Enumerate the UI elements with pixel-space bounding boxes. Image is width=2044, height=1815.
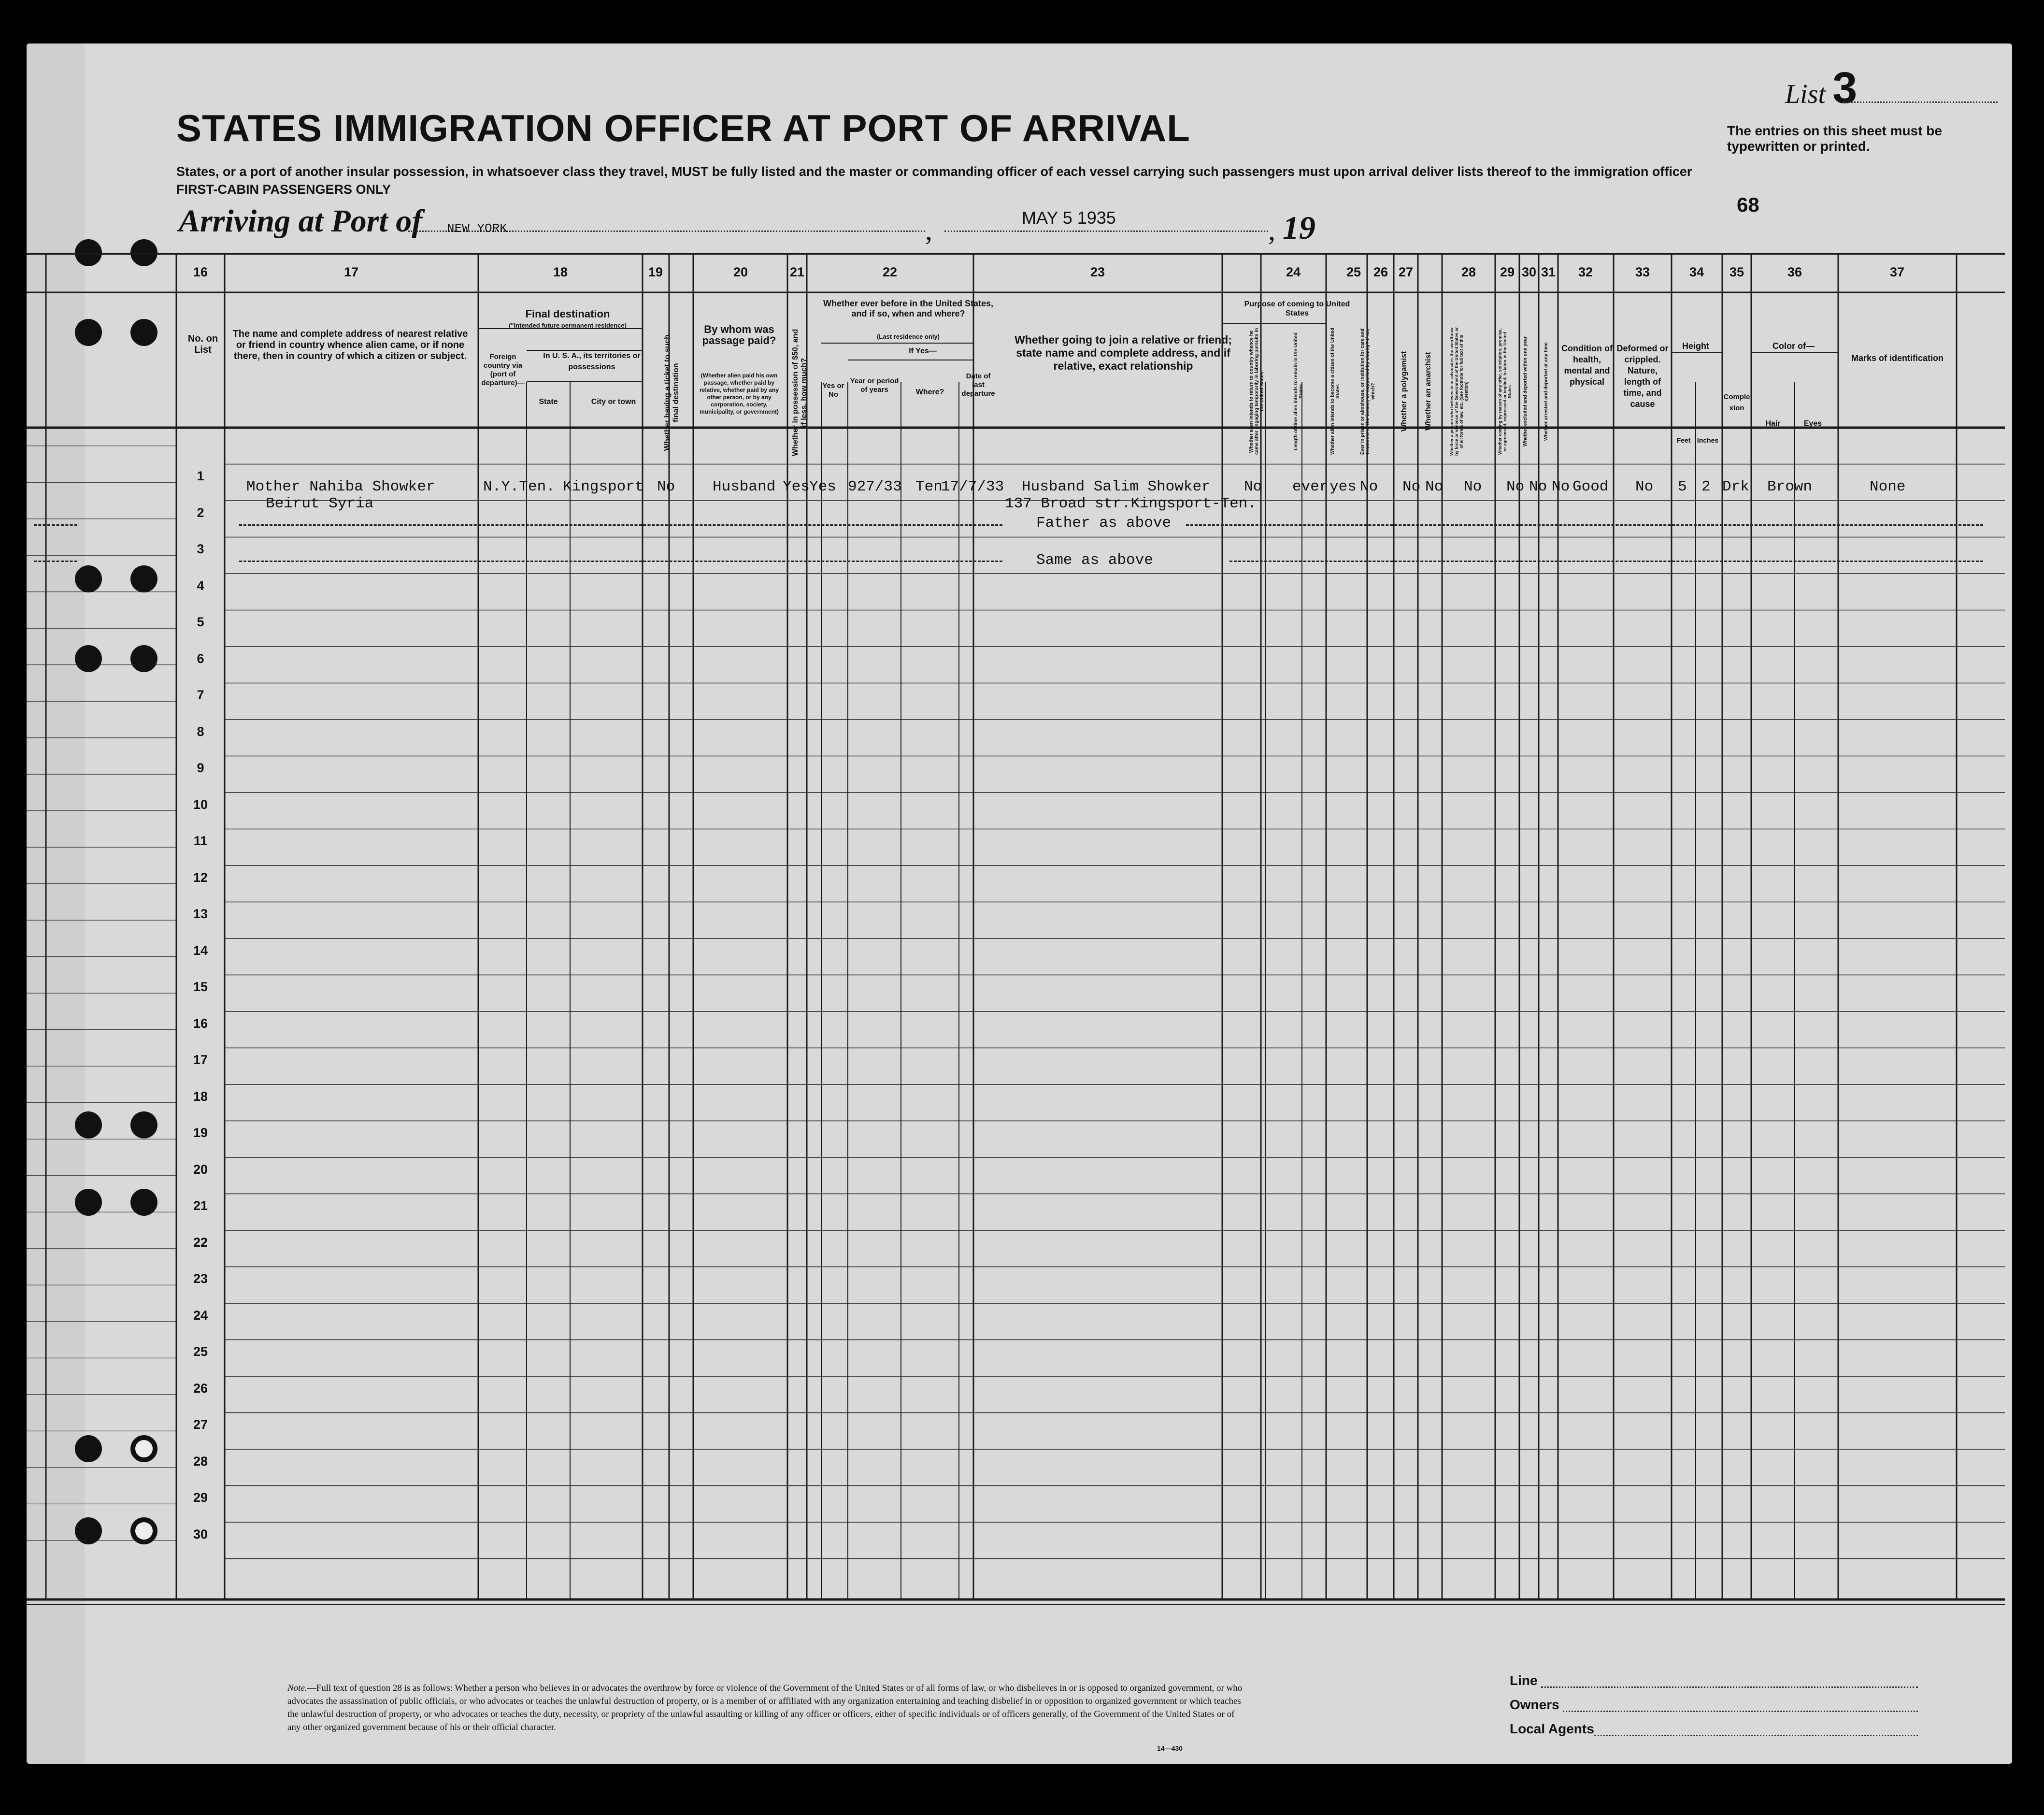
row-number: 24 <box>193 1308 208 1323</box>
reference-number: 68 <box>1737 193 1759 216</box>
ditto-line <box>239 561 1002 562</box>
year-period-value: 927/33 <box>848 478 902 495</box>
row-number: 17 <box>193 1052 208 1067</box>
column-number: 34 <box>1689 265 1704 279</box>
line-field <box>1541 1686 1918 1688</box>
row-number: 29 <box>193 1490 208 1505</box>
header-where: Where? <box>915 388 944 396</box>
row-number: 26 <box>193 1381 208 1396</box>
row-number: 23 <box>193 1271 208 1286</box>
footnote-text: —Full text of question 28 is as follows: Whether a person who believes in or advocates the overthrow by force or violence of the Government of the United States or of all forms of law, or who disbelieves in or is opposed to organized government, or who advocates the assassination of public officials, or who advocates or teaches the unlawful destruction of property, or is a member of or affiliated with any organization entertaining and teaching disbelief in or opposition to organized government or which teaches the unlawful destruction of property, or who advocates or teaches the duty, necessity, or propriety of the unlawful assaulting or killing of any officer or officers, either of specific individuals or of officers generally, of the Government of the United States or of any other organized government because of his or their official character. <box>287 1683 1243 1732</box>
page-title: STATES IMMIGRATION OFFICER AT PORT OF ARRIVAL <box>176 107 1190 149</box>
return-value: No <box>1244 478 1262 495</box>
column-number: 31 <box>1541 265 1556 279</box>
column-number: 30 <box>1521 265 1537 279</box>
row-number: 11 <box>193 834 208 848</box>
header-become-citizen: Whether alien intends to become a citizen of the United States <box>1330 328 1341 455</box>
header-deformed: Deformed or crippled. Nature, length of time, and cause <box>1616 344 1669 409</box>
column-number: 26 <box>1373 265 1388 279</box>
header-join-relative: Whether going to join a relative or friend; state name and complete address, and if relative, exact relationship <box>1015 333 1232 372</box>
header-height: Height <box>1682 341 1709 351</box>
header-hair: Hair <box>1765 419 1781 428</box>
column-number: 28 <box>1461 265 1476 279</box>
header-ever-before: Whether ever before in the United States, and if so, when and where? <box>823 299 994 318</box>
polygamist-value: No <box>1402 478 1421 495</box>
deformed-value: No <box>1635 478 1654 495</box>
arrested-value: No <box>1552 478 1570 495</box>
row-number: 9 <box>197 761 204 775</box>
header-polygamist: Whether a polygamist <box>1400 351 1408 432</box>
header-passage-paid-sub: (Whether alien paid his own passage, whether paid by relative, whether paid by any other person, or by any corporation, society, municipality, or government) <box>699 372 779 415</box>
relative-address: Beirut Syria <box>266 495 374 512</box>
arrival-date: MAY 5 1935 <box>1022 208 1116 228</box>
header-arrested: Whether arrested and deported at any time <box>1544 342 1549 441</box>
prison-value: No <box>1360 478 1378 495</box>
join-address-value: 137 Broad str.Kingsport-Ten. <box>1005 495 1257 512</box>
column-number: 32 <box>1578 265 1593 279</box>
row-number: 8 <box>197 724 204 739</box>
comma-separator: , <box>925 214 932 246</box>
port-value: NEW YORK <box>447 221 507 236</box>
list-label: List <box>1785 79 1826 109</box>
header-anarchist: Whether an anarchist <box>1424 352 1432 431</box>
row-number: 14 <box>193 943 208 958</box>
ditto-line <box>34 524 77 526</box>
instruction-text: States, or a port of another insular possession, in whatsoever class they travel, MUST be fully listed and the master or commanding officer of each vessel carrying such passengers must upon arrival deliver lists thereof to the immigration officer <box>176 164 1692 179</box>
row-number: 27 <box>193 1417 208 1432</box>
local-agents-label: Local Agents <box>1510 1721 1594 1736</box>
header-nearest-relative: The name and complete address of nearest relative or friend in country whence alien came, or if none there, then in country of which a citizen or subject. <box>232 329 468 361</box>
row-number: 12 <box>193 870 208 885</box>
local-agents-field <box>1594 1735 1918 1736</box>
typewritten-note: The entries on this sheet must be typewritten or printed. <box>1727 123 1942 154</box>
anarchist-value: No <box>1425 478 1444 495</box>
row-number: 13 <box>193 907 208 921</box>
fifty-dollars-value: Yes <box>783 478 810 495</box>
header-fifty-dollars: Whether in possession of $50, and if less, how much? <box>791 329 808 457</box>
first-cabin-label: FIRST-CABIN PASSENGERS ONLY <box>176 182 391 197</box>
row-number: 28 <box>193 1454 208 1469</box>
ditto-line <box>34 561 77 562</box>
header-if-yes: If Yes— <box>909 347 937 355</box>
column-number: 24 <box>1286 265 1301 279</box>
row-number: 16 <box>193 1016 208 1031</box>
column-number: 25 <box>1346 265 1361 279</box>
header-city: City or town <box>591 398 636 406</box>
where-value: Ten <box>915 478 943 495</box>
header-prison: Ever in prison or almshouse, or institution for care and treatment of the insane, or supported by charity? If so, which? <box>1360 328 1376 455</box>
join-row3-value: Same as above <box>1036 552 1153 569</box>
header-marks: Marks of identification <box>1851 353 1944 363</box>
row-number: 1 <box>197 469 204 483</box>
ditto-line <box>239 524 1002 526</box>
arriving-label: Arriving at Port of <box>179 203 423 239</box>
comma-separator: , <box>1268 214 1275 246</box>
header-year-period: Year or period of years <box>850 377 899 394</box>
overthrow-value: No <box>1464 478 1482 495</box>
column-number: 35 <box>1729 265 1744 279</box>
column-number: 23 <box>1090 265 1105 279</box>
column-number: 37 <box>1889 265 1905 279</box>
row-number: 20 <box>193 1162 208 1177</box>
row-number: 19 <box>193 1125 208 1140</box>
row-number: 2 <box>197 505 204 520</box>
row-number: 10 <box>193 797 208 812</box>
header-excluded: Whether excluded and deported within one year <box>1523 336 1528 447</box>
header-health: Condition of health, mental and physical <box>1561 344 1613 387</box>
column-number: 29 <box>1500 265 1515 279</box>
header-last-departure: Date of last departure <box>961 372 995 398</box>
header-eyes: Eyes <box>1803 419 1822 428</box>
row-number: 30 <box>193 1527 208 1541</box>
header-purpose: Purpose of coming to United States <box>1244 300 1350 317</box>
column-number: 36 <box>1787 265 1802 279</box>
form-number: 14—430 <box>1157 1744 1183 1752</box>
row-number: 21 <box>193 1198 208 1213</box>
destination-state: N.Y.Ten. <box>483 478 555 495</box>
column-number: 18 <box>553 265 568 279</box>
column-number: 19 <box>648 265 663 279</box>
ever-before-value: Yes <box>809 478 836 495</box>
row-number: 3 <box>197 542 204 556</box>
relative-name: Mother Nahiba Showker <box>246 478 435 495</box>
row-number: 4 <box>197 578 204 593</box>
footnote <box>287 1682 1244 1734</box>
header-color: Color of— <box>1772 341 1815 351</box>
header-yes-or-no: Yes or No <box>822 382 844 399</box>
header-foreign-country: Foreign country via (port of departure)— <box>481 353 525 387</box>
column-number: 17 <box>343 265 359 279</box>
inches-value: 2 <box>1701 478 1711 495</box>
labor-offer-value: No <box>1506 478 1525 495</box>
column-number: 16 <box>193 265 208 279</box>
length-value: ever <box>1292 478 1329 495</box>
row-number: 25 <box>193 1344 208 1359</box>
year-label: 19 <box>1283 209 1315 246</box>
header-ever-before-sub: (Last residence only) <box>876 333 940 340</box>
ticket-value: No <box>657 478 675 495</box>
column-number: 20 <box>733 265 748 279</box>
join-row2-value: Father as above <box>1036 515 1172 532</box>
header-ticket: Whether having a ticket to such final destination <box>663 334 680 451</box>
header-state: State <box>539 398 558 406</box>
manifest-grid <box>27 43 2012 1764</box>
hair-value: Brown <box>1767 478 1813 495</box>
manifest-sheet <box>27 43 2012 1764</box>
row-number: 22 <box>193 1235 208 1250</box>
header-in-usa: In U. S. A., its territories or possessions <box>543 352 641 371</box>
health-value: Good <box>1572 478 1609 495</box>
list-number: 3 <box>1832 63 1858 113</box>
header-complexion: Complexion <box>1723 393 1750 412</box>
header-return-country: Whether alien intends to return to country whence he came after engaging temporarily in laboring pursuits in the United States <box>1249 328 1265 455</box>
row-number: 7 <box>197 688 204 702</box>
marks-value: None <box>1870 478 1906 495</box>
join-relative-value: Husband Salim Showker <box>1022 478 1211 495</box>
line-label: Line <box>1510 1673 1538 1688</box>
header-labor-offer: Whether coming by reason of any offer, solicitation, promise, or agreement, expressed or implied, to labor in the United States <box>1498 328 1512 455</box>
header-overthrow: Whether a person who believes in or advocates the overthrow by force or violence of the Government of the United States or of all forms of law, etc. (See footnote for full text of this question) <box>1449 327 1469 456</box>
excluded-value: No <box>1529 478 1547 495</box>
column-number: 21 <box>789 265 805 279</box>
ditto-line <box>1186 524 1983 526</box>
passage-paid-by: Husband <box>713 478 776 495</box>
footnote-label: Note. <box>287 1683 307 1693</box>
header-final-destination-sub: ("Intended future permanent residence) <box>509 322 627 329</box>
destination-city: Kingsport <box>563 478 644 495</box>
row-number: 6 <box>197 651 204 666</box>
header-no-on-list: No. on List <box>187 333 218 355</box>
citizen-value: yes <box>1329 478 1357 495</box>
row-number: 5 <box>197 615 204 629</box>
ditto-line <box>1229 561 1983 562</box>
last-departure-value: 17/7/33 <box>941 478 1004 495</box>
owners-field <box>1563 1711 1918 1712</box>
column-number: 22 <box>882 265 898 279</box>
header-length-stay: Length of time alien intends to remain in the United States <box>1293 332 1304 450</box>
feet-value: 5 <box>1678 478 1687 495</box>
owners-label: Owners <box>1510 1697 1559 1712</box>
row-number: 18 <box>193 1089 208 1104</box>
header-passage-paid: By whom was passage paid? <box>702 323 776 346</box>
complexion-value: Drk <box>1722 478 1749 495</box>
header-feet: Feet <box>1676 436 1691 444</box>
column-number: 33 <box>1635 265 1650 279</box>
header-final-destination: Final destination <box>525 308 610 320</box>
column-number: 27 <box>1398 265 1414 279</box>
row-number: 15 <box>193 980 208 994</box>
header-inches: Inches <box>1697 436 1719 444</box>
